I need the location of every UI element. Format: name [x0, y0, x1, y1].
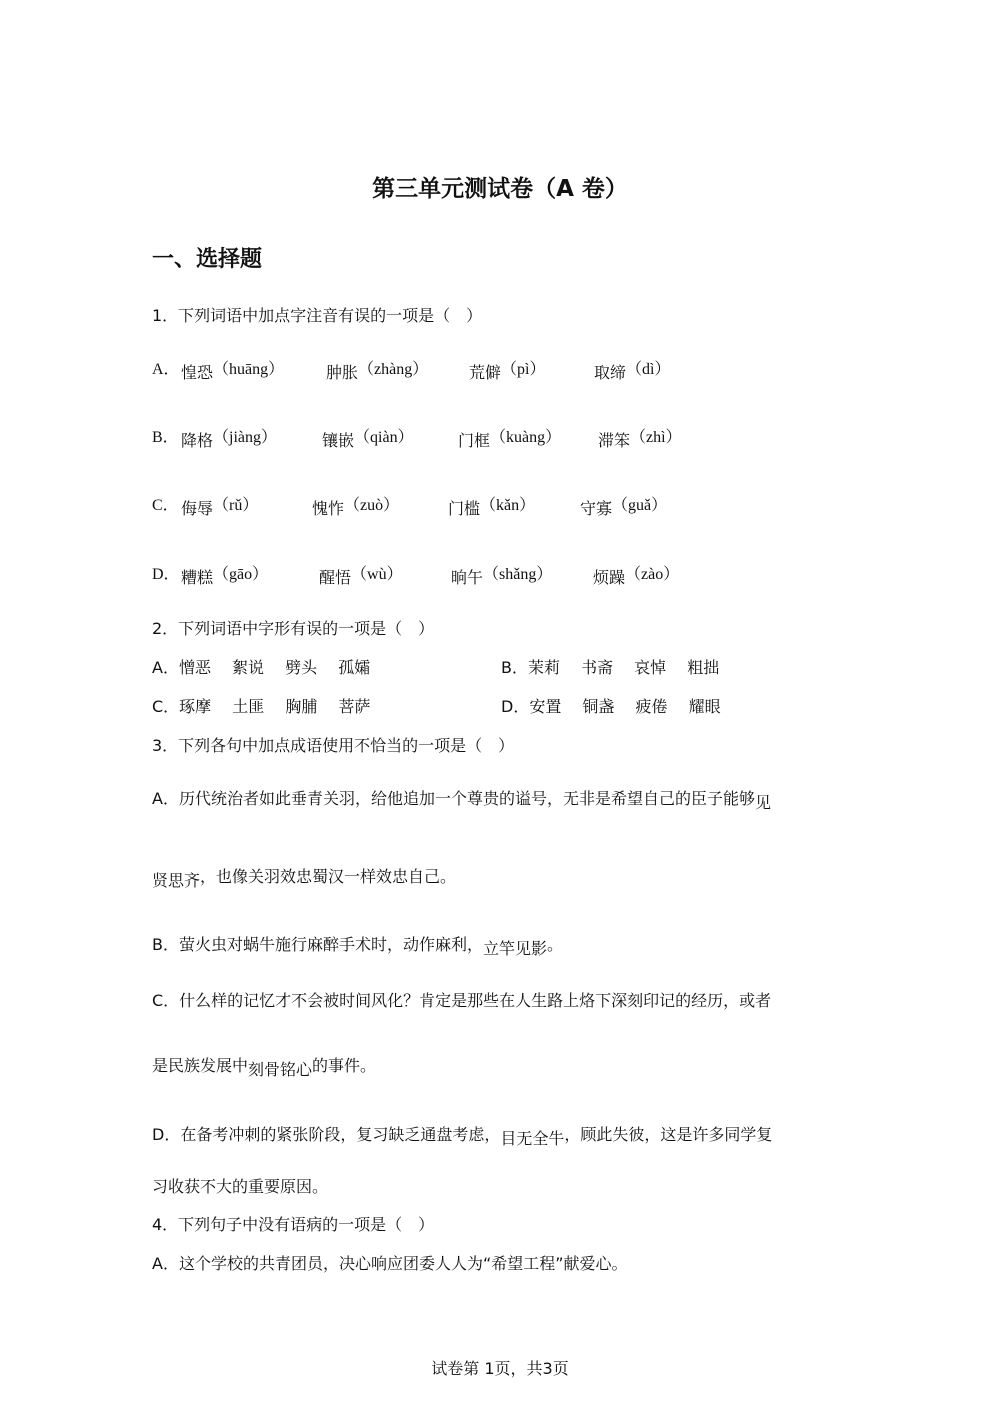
q3-option-d-line-1b: ，顾此失彼，这是许多同学复 — [564, 1125, 773, 1144]
q3-option-c-line-2a: 是民族发展中 — [152, 1056, 249, 1075]
question-1-stem: 1．下列词语中加点字注音有误的一项是（ ） — [152, 306, 483, 325]
q1-c-pinyin-1: （rǔ） — [213, 497, 259, 514]
q1-b-pinyin-4: （zhì） — [630, 429, 682, 446]
q1-c-word-4: 守寡 — [580, 499, 613, 518]
q3-b-idiom: 立竿见影 — [482, 939, 547, 958]
question-4-stem: 4．下列句子中没有语病的一项是（ ） — [152, 1215, 435, 1234]
q1-a-pinyin-3: （pì） — [501, 361, 546, 378]
q1-b-word-4: 滞笨 — [598, 431, 631, 450]
q1-a-word-4: 取缔 — [594, 363, 627, 382]
q1-option-d-label: D． — [152, 566, 180, 583]
q3-option-a-line-2: ，也像关羽效忠蜀汉一样效忠自己。 — [200, 867, 457, 886]
q3-c-idiom: 刻骨铭心 — [248, 1060, 313, 1079]
q2-option-d: D．安置 铜盏 疲倦 耀眼 — [501, 697, 721, 716]
section-heading: 一、选择题 — [152, 247, 263, 272]
q1-b-word-2: 镶嵌 — [322, 431, 355, 450]
q3-a-idiom-part-1: 见 — [754, 793, 771, 812]
q1-d-word-2: 醒悟 — [319, 568, 352, 587]
q3-option-c-line-1: C．什么样的记忆才不会被时间风化？肯定是那些在人生路上烙下深刻印记的经历，或者 — [152, 991, 772, 1010]
q1-d-pinyin-1: （gāo） — [213, 566, 269, 583]
q1-b-pinyin-2: （qiàn） — [354, 429, 414, 446]
q1-d-word-4: 烦躁 — [593, 568, 626, 587]
q1-a-word-1: 惶恐 — [181, 363, 214, 382]
q1-d-pinyin-2: （wù） — [351, 566, 403, 583]
page-title: 第三单元测试卷（A 卷） — [372, 176, 628, 202]
q1-d-pinyin-3: （shǎng） — [483, 566, 553, 583]
q1-option-b-label: B． — [152, 429, 179, 446]
q1-b-word-1: 降格 — [181, 431, 214, 450]
q1-c-word-2: 愧怍 — [312, 499, 345, 518]
q3-option-a-line-1: A．历代统治者如此垂青关羽，给他追加一个尊贵的谥号，无非是希望自己的臣子能够 — [152, 789, 755, 808]
q1-c-word-1: 侮辱 — [181, 499, 214, 518]
q3-option-c-line-2b: 的事件。 — [312, 1056, 377, 1075]
q1-option-a-label: A． — [152, 361, 180, 378]
q1-c-word-3: 门槛 — [448, 499, 481, 518]
q3-option-d-line-2: 习收获不大的重要原因。 — [152, 1177, 329, 1196]
q1-c-pinyin-2: （zuò） — [344, 497, 400, 514]
q1-b-pinyin-3: （kuàng） — [490, 429, 562, 446]
q3-d-idiom: 目无全牛 — [500, 1129, 565, 1148]
q2-option-b: B．茉莉 书斋 哀悼 粗拙 — [501, 658, 720, 677]
q1-a-word-3: 荒僻 — [469, 363, 502, 382]
q1-a-pinyin-4: （dì） — [626, 361, 671, 378]
q1-c-pinyin-4: （guǎ） — [612, 497, 668, 514]
q2-option-a: A．憎恶 絮说 劈头 孤孀 — [152, 658, 371, 677]
q3-a-idiom-part-2: 贤思齐 — [152, 871, 201, 890]
q1-d-word-1: 糟糕 — [181, 568, 214, 587]
q3-option-d-line-1a: D．在备考冲刺的紧张阶段，复习缺乏通盘考虑， — [152, 1125, 501, 1144]
q1-c-pinyin-3: （kǎn） — [480, 497, 536, 514]
q1-option-c-label: C． — [152, 497, 179, 514]
q2-option-c: C．琢摩 土匪 胸脯 菩萨 — [152, 697, 371, 716]
q1-a-pinyin-2: （zhàng） — [358, 361, 429, 378]
q1-a-word-2: 肿胀 — [326, 363, 359, 382]
q1-d-word-3: 晌午 — [451, 568, 484, 587]
q3-option-b-end: 。 — [547, 935, 564, 954]
question-2-stem: 2．下列词语中字形有误的一项是（ ） — [152, 619, 435, 638]
q1-a-pinyin-1: （huāng） — [213, 361, 285, 378]
q3-option-b: B．萤火虫对蜗牛施行麻醉手术时，动作麻利， — [152, 935, 483, 954]
q1-b-pinyin-1: （jiàng） — [213, 429, 278, 446]
q1-d-pinyin-4: （zào） — [625, 566, 680, 583]
question-3-stem: 3．下列各句中加点成语使用不恰当的一项是（ ） — [152, 736, 515, 755]
q4-option-a: A．这个学校的共青团员，决心响应团委人人为“希望工程”献爱心。 — [152, 1254, 628, 1273]
page-footer: 试卷第 1页，共3页 — [431, 1359, 569, 1378]
q1-b-word-3: 门框 — [458, 431, 491, 450]
